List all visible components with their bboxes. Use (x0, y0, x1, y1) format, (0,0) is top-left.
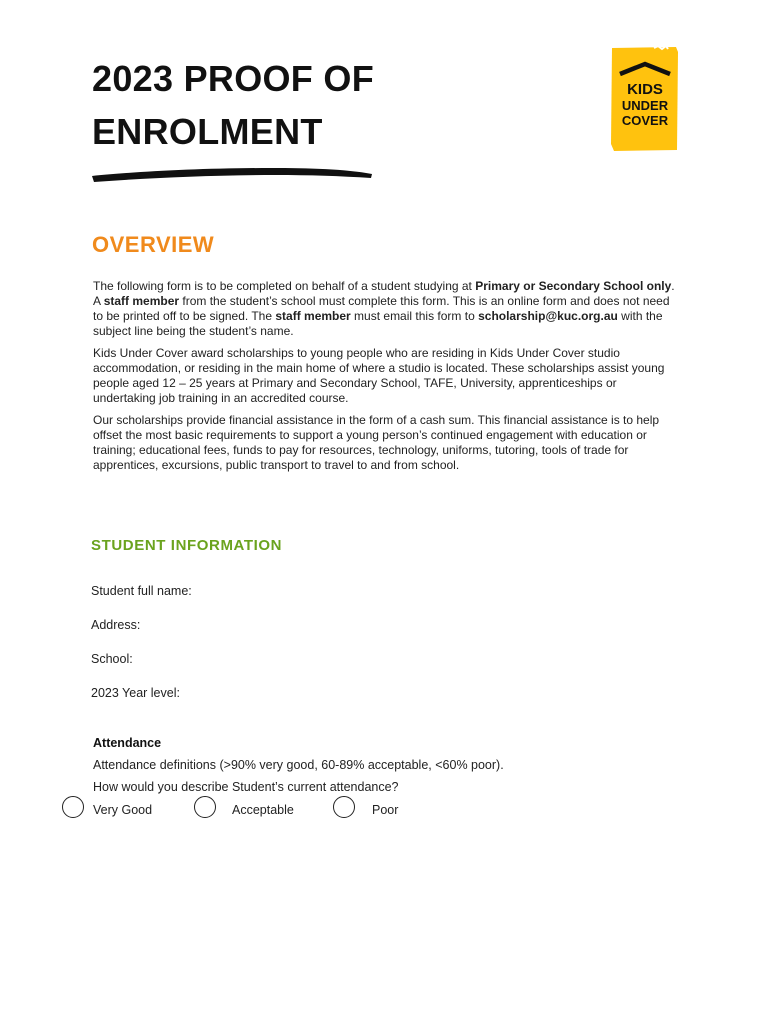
title-line-2: ENROLMENT (92, 111, 323, 152)
year-level-label: 2023 Year level: (91, 686, 180, 700)
p1-bold-staff: staff member (103, 294, 180, 308)
student-information-heading: STUDENT INFORMATION (91, 537, 283, 554)
option-label-very-good: Very Good (93, 803, 153, 817)
radio-acceptable[interactable] (194, 796, 216, 818)
logo-text-under: UNDER (621, 98, 669, 113)
scholarship-email: scholarship@kuc.org.au (478, 309, 618, 323)
attendance-heading: Attendance (93, 736, 162, 750)
p1-text: must email this form to (350, 309, 479, 323)
brush-stroke-divider (90, 160, 375, 186)
overview-paragraph-3: Our scholarships provide financial assistance in the form of a cash sum. This financial assistance is to help offset the most basic requirements to support a young person’s continued engagement with education or training; educational fees, funds to pay for resources, technology, uniforms, tutoring, tools of trade for apprentices, excursions, public transport to travel to and from school. (93, 413, 660, 472)
school-label: School: (91, 652, 133, 666)
overview-paragraph-1 (93, 279, 678, 339)
radio-poor[interactable] (333, 796, 355, 818)
attendance-definitions: Attendance definitions (>90% very good, 60-89% acceptable, <60% poor). (93, 758, 504, 772)
overview-heading: OVERVIEW (92, 232, 215, 257)
logo-text-cover: COVER (621, 113, 669, 128)
address-label: Address: (91, 618, 141, 632)
title-line-1: 2023 PROOF OF (92, 58, 374, 99)
page-title (92, 52, 512, 158)
p1-text: with the subject line being the student’s name. (93, 309, 663, 338)
option-label-poor: Poor (372, 803, 399, 817)
kids-under-cover-logo (610, 46, 680, 152)
attendance-question: How would you describe Student’s current attendance? (93, 780, 399, 794)
p1-bold-school-type: Primary or Secondary School only (475, 279, 672, 293)
p1-bold-staff: staff member (275, 309, 351, 323)
p1-text: The following form is to be completed on behalf of a student studying at (93, 279, 476, 293)
option-label-acceptable: Acceptable (232, 803, 294, 817)
logo-text-kids: KIDS (627, 81, 663, 98)
p1-text: . A (93, 279, 675, 308)
radio-very-good[interactable] (62, 796, 84, 818)
p1-text: from the student’s school must complete this form. This is an online form and does not need to be printed off to be signed. The (93, 294, 670, 323)
overview-paragraph-2: Kids Under Cover award scholarships to young people who are residing in Kids Under Cover studio accommodation, or residing in the main home of where a studio is located. These scholarships assist young people aged 12 – 25 years at Primary and Secondary School, TAFE, University, apprenticeships or undertaking job training in an accredited course. (93, 346, 665, 405)
student-full-name-label: Student full name: (91, 584, 192, 598)
